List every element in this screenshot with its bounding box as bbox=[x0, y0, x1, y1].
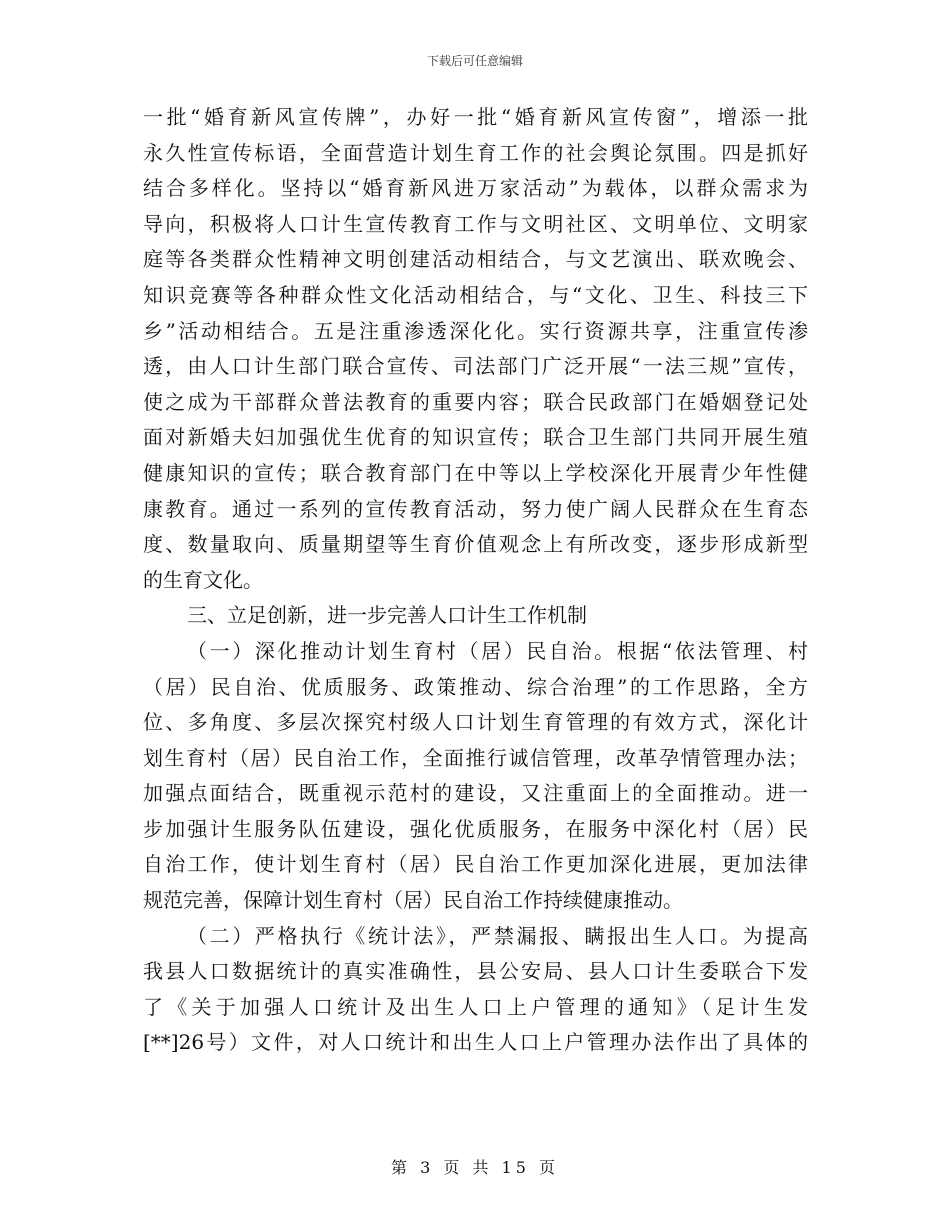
text-line: 康教育。通过一系列的宣传教育活动，努力使广阔人民群众在生育态 bbox=[143, 496, 808, 521]
page-footer: 第 3 页 共 15 页 bbox=[391, 1158, 559, 1177]
text-line: 健康知识的宣传；联合教育部门在中等以上学校深化开展青少年性健 bbox=[143, 460, 808, 485]
text-line: 结合多样化。坚持以“婚育新风进万家活动”为载体，以群众需求为 bbox=[143, 176, 808, 201]
page-header: 下载后可任意编辑 bbox=[426, 54, 523, 68]
text-line: 的生育文化。 bbox=[143, 567, 263, 592]
text-line: （居）民自治、优质服务、政策推动、综合治理”的工作思路，全方 bbox=[143, 674, 808, 699]
text-line: 乡”活动相结合。五是注重渗透深化化。实行资源共享，注重宣传渗 bbox=[143, 318, 808, 343]
text-line: （二）严格执行《统计法》，严禁漏报、瞒报出生人口。为提高 bbox=[187, 923, 808, 948]
text-line: 一批“婚育新风宣传牌”，办好一批“婚育新风宣传窗”，增添一批 bbox=[143, 105, 808, 129]
text-line: 导向，积极将人口计生宣传教育工作与文明社区、文明单位、文明家 bbox=[143, 211, 808, 236]
text-line: 加强点面结合，既重视示范村的建设，又注重面上的全面推动。进一 bbox=[143, 781, 808, 806]
text-line: 度、数量取向、质量期望等生育价值观念上有所改变，逐步形成新型 bbox=[143, 532, 808, 557]
text-line: 面对新婚夫妇加强优生优育的知识宣传；联合卫生部门共同开展生殖 bbox=[143, 425, 808, 450]
text-line: 庭等各类群众性精神文明创建活动相结合，与文艺演出、联欢晚会、 bbox=[143, 247, 808, 272]
text-line: 使之成为干部群众普法教育的重要内容；联合民政部门在婚姻登记处 bbox=[143, 389, 808, 414]
text-line: 步加强计生服务队伍建设，强化优质服务，在服务中深化村（居）民 bbox=[143, 816, 808, 841]
text-line: 知识竞赛等各种群众性文化活动相结合，与“文化、卫生、科技三下 bbox=[143, 282, 808, 307]
text-line: 划生育村（居）民自治工作，全面推行诚信管理，改革孕情管理办法； bbox=[143, 745, 808, 770]
text-line: [**]26号）文件，对人口统计和出生人口上户管理办法作出了具体的 bbox=[143, 1030, 808, 1055]
text-line: 规范完善，保障计划生育村（居）民自治工作持续健康推动。 bbox=[143, 888, 683, 913]
text-line: 永久性宣传标语，全面营造计划生育工作的社会舆论氛围。四是抓好 bbox=[143, 140, 808, 165]
text-line: 自治工作，使计划生育村（居）民自治工作更加深化进展，更加法律 bbox=[143, 852, 808, 877]
section-heading: 三、立足创新，进一步完善人口计生工作机制 bbox=[187, 603, 587, 628]
text-line: 透，由人口计生部门联合宣传、司法部门广泛开展“一法三规”宣传， bbox=[143, 354, 808, 379]
document-body bbox=[143, 100, 808, 1061]
text-line: 了《关于加强人口统计及出生人口上户管理的通知》（足计生发 bbox=[143, 994, 808, 1019]
text-line: （一）深化推动计划生育村（居）民自治。根据“依法管理、村 bbox=[187, 638, 808, 663]
text-line: 位、多角度、多层次探究村级人口计划生育管理的有效方式，深化计 bbox=[143, 710, 808, 735]
text-line: 我县人口数据统计的真实准确性，县公安局、县人口计生委联合下发 bbox=[143, 959, 808, 984]
